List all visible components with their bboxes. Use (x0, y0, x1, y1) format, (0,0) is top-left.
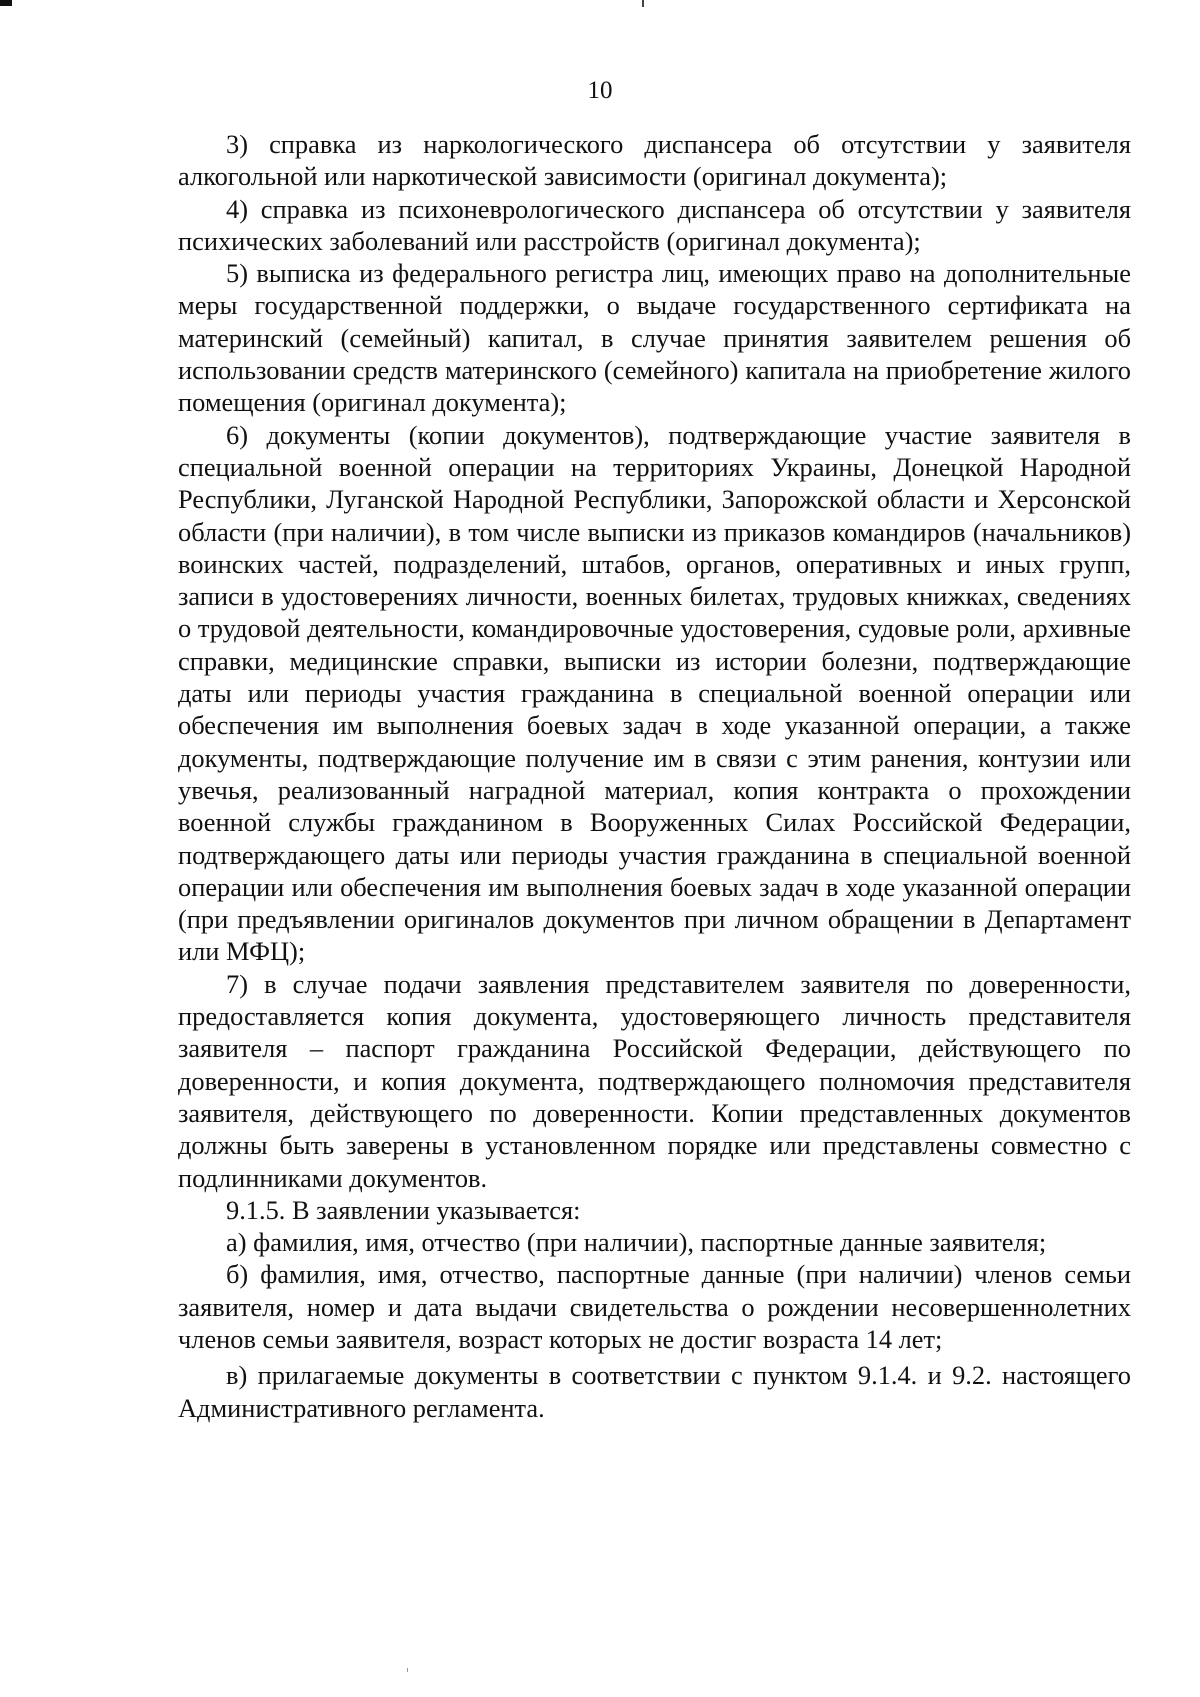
paragraph-item-a: а) фамилия, имя, отчество (при наличии), паспортные данные заявителя; (226, 1227, 1047, 1258)
paragraph-item-3: 3) справка из наркологического диспансера об отсутствии у заявителя алкогольной или наркотической зависимости (оригинал документа); (178, 129, 1131, 192)
paragraph-item-5: 5) выписка из федерального регистра лиц, имеющих право на дополнительные меры государственной поддержки, о выдаче государственного сертификата на материнский (семейный) капитал, в случае принятия заявителем решения об использовании средств материнского (семейного) капитала на приобретение жилого помещения (оригинал документа); (178, 258, 1131, 418)
scan-corner-mark (0, 0, 12, 6)
document-body (178, 128, 1131, 1424)
scan-top-tick (642, 0, 644, 7)
paragraph-item-b: б) фамилия, имя, отчество, паспортные данные (при наличии) членов семьи заявителя, номер и дата выдачи свидетельства о рождении несовершеннолетних членов семьи заявителя, возраст которых не достиг возраста 14 лет; (178, 1259, 1131, 1354)
page-number: 10 (587, 77, 613, 104)
paragraph-section-9-1-5: 9.1.5. В заявлении указывается: (226, 1194, 581, 1225)
paragraph-item-4: 4) справка из психоневрологического диспансера об отсутствии у заявителя психических заболеваний или расстройств (оригинал документа); (178, 193, 1131, 256)
paragraph-item-7: 7) в случае подачи заявления представителем заявителя по доверенности, предоставляется копия документа, удостоверяющего личность представителя заявителя – паспорт гражданина Российской Федерации, действующего по доверенности, и копия документа, подтверждающего полномочия представителя заявителя, действующего по доверенности. Копии представленных документов должны быть заверены в установленном порядке или представлены совместно с подлинниками документов. (178, 968, 1131, 1193)
paragraph-item-v: в) прилагаемые документы в соответствии с пунктом 9.1.4. и 9.2. настоящего Административного регламента. (178, 1360, 1131, 1423)
paragraph-item-6: 6) документы (копии документов), подтверждающие участие заявителя в специальной военной операции на территориях Украины, Донецкой Народной Республики, Луганской Народной Республики, Запорожской области и Херсонской области (при наличии), в том числе выписки из приказов командиров (начальников) воинских частей, подразделений, штабов, органов, оперативных и иных групп, записи в удостоверениях личности, военных билетах, трудовых книжках, сведениях о трудовой деятельности, командировочные удостоверения, судовые роли, архивные справки, медицинские справки, выписки из истории болезни, подтверждающие даты или периоды участия гражданина в специальной военной операции или обеспечения им выполнения боевых задач в ходе указанной операции, а также документы, подтверждающие получение им в связи с этим ранения, контузии или увечья, реализованный наградной материал, копия контракта о прохождении военной службы гражданином в Вооруженных Силах Российской Федерации, подтверждающего даты или периоды участия гражданина в специальной военной операции или обеспечения им выполнения боевых задач в ходе указанной операции (при предъявлении оригиналов документов при личном обращении в Департамент или МФЦ); (178, 419, 1131, 967)
scan-artifact (407, 1668, 408, 1672)
